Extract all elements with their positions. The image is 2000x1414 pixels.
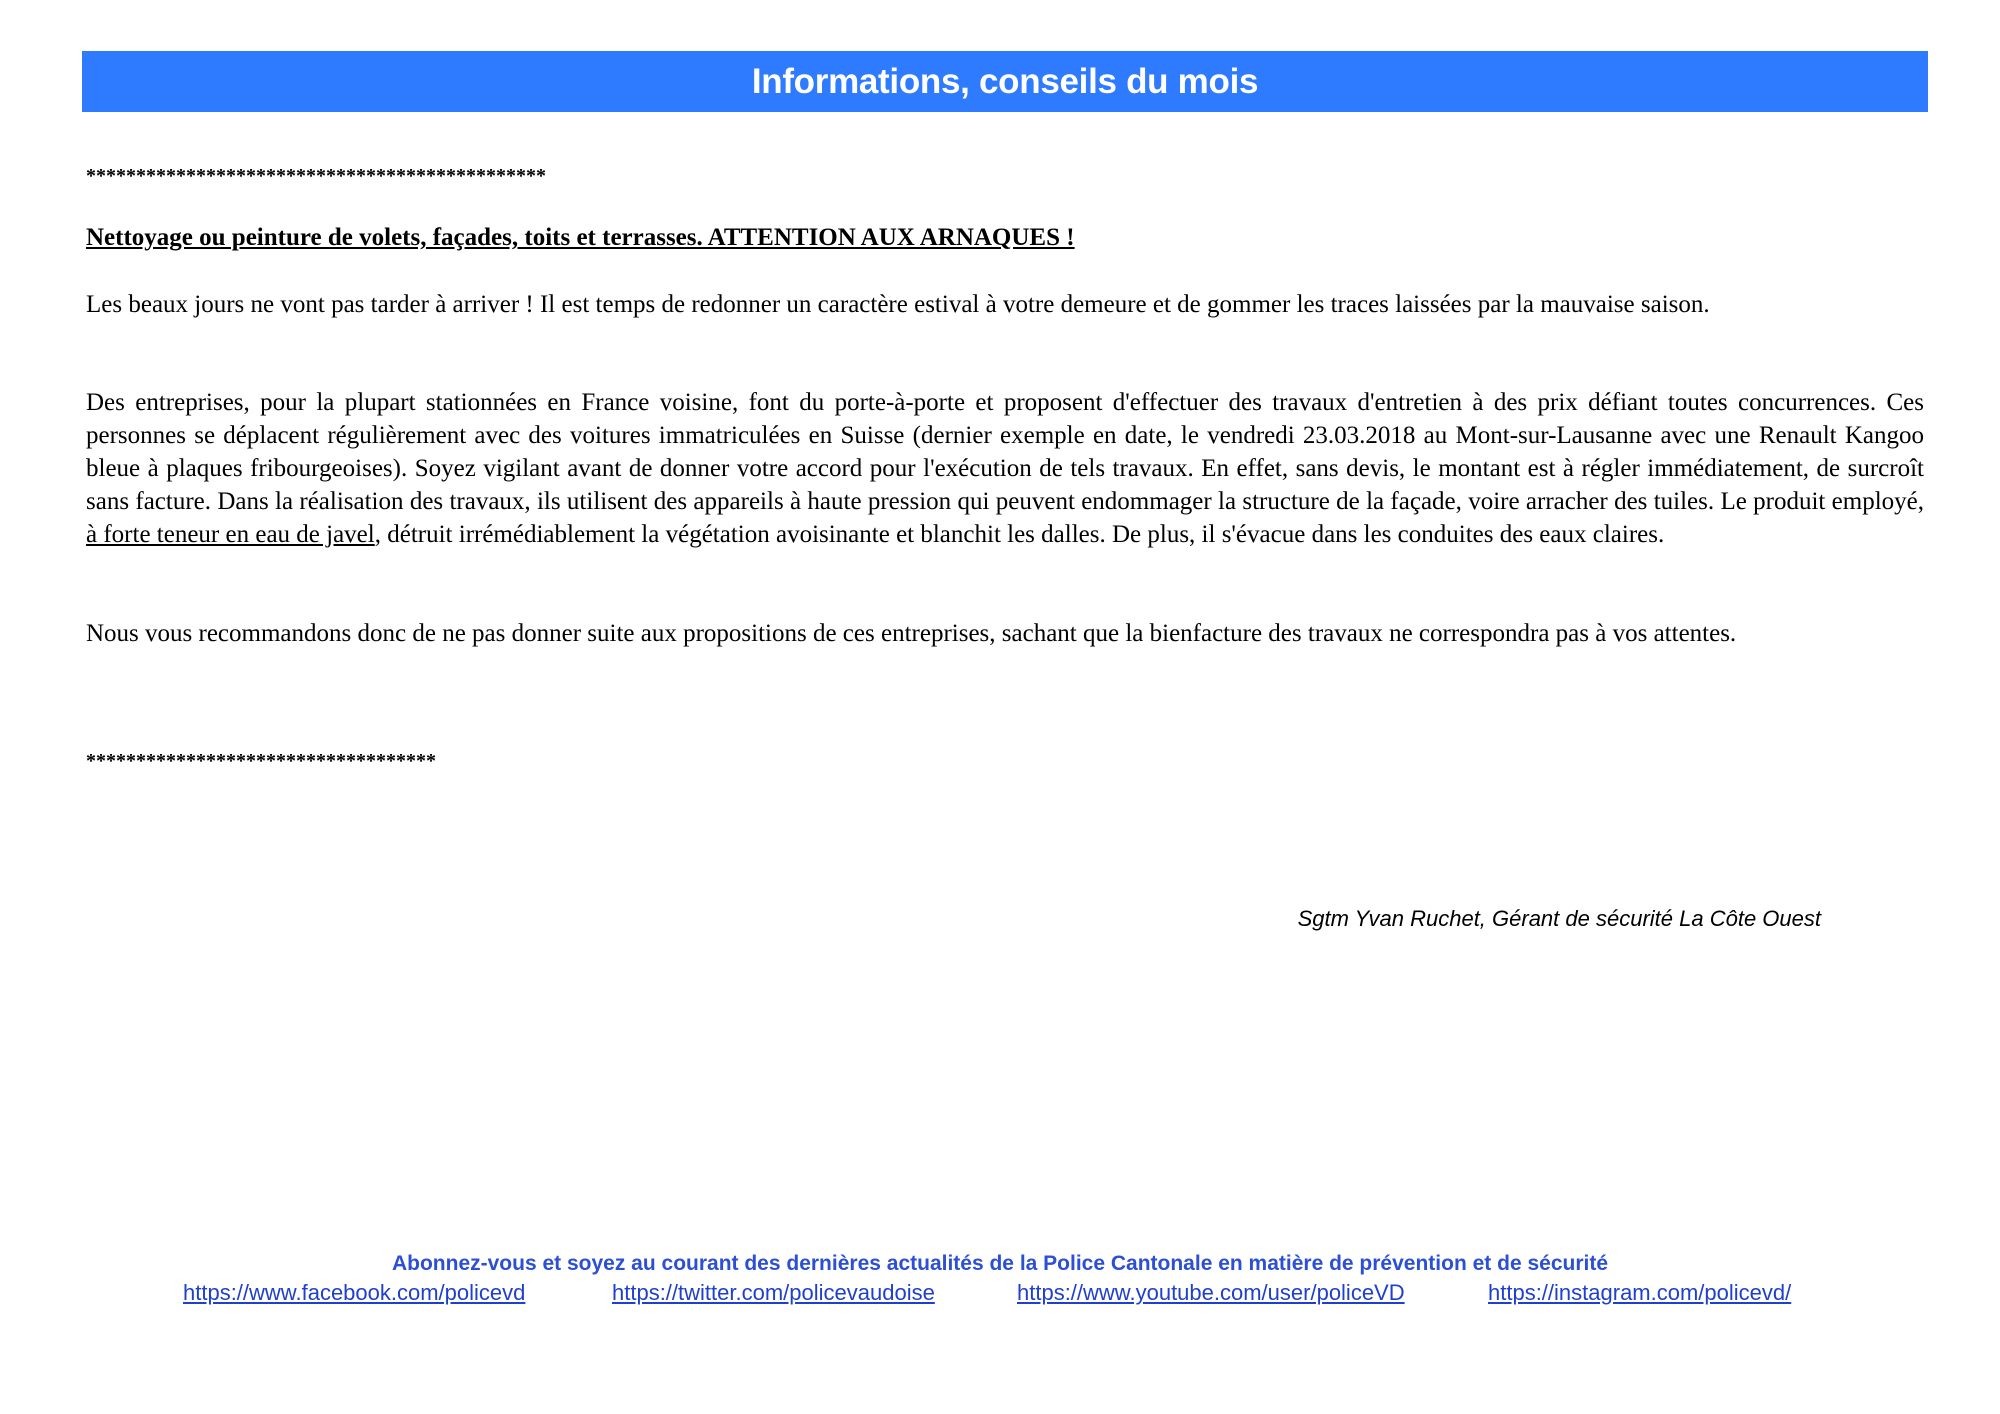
paragraph-2 — [86, 386, 1924, 551]
instagram-link[interactable]: https://instagram.com/policevd/ — [1488, 1280, 1792, 1305]
paragraph-3: Nous vous recommandons donc de ne pas donner suite aux propositions de ces entreprises, sachant que la bienfacture des travaux ne correspondra pas à vos attentes. — [86, 620, 1737, 647]
page-title: Informations, conseils du mois — [751, 61, 1259, 101]
title-banner — [82, 51, 1928, 112]
separator-top: ********************************************** — [86, 165, 546, 187]
separator-bottom: *********************************** — [86, 750, 436, 772]
footer-subscribe-text: Abonnez-vous et soyez au courant des dernières actualités de la Police Cantonale en matière de prévention et de sécurité — [391, 1252, 1609, 1275]
youtube-link[interactable]: https://www.youtube.com/user/policeVD — [1017, 1280, 1405, 1305]
paragraph-2-text: Des entreprises, pour la plupart stationnées en France voisine, font du porte-à-porte et proposent d'effectuer des travaux d'entretien à des prix défiant toutes concurrences. Ces personnes se déplacent régulièrement avec des voitures immatriculées en Suisse (dernier exemple en date, le vendredi 23.03.2018 au Mont-sur-Lausanne avec une Renault Kangoo bleue à plaques fribourgeoises). Soyez vigilant avant de donner votre accord pour l'exécution de tels travaux. En effet, sans devis, le montant est à régler immédiatement, de surcroît sans facture. Dans la réalisation des travaux, ils utilisent des appareils à haute pression qui peuvent endommager la structure de la façade, voire arracher des tuiles. Le produit employé, — [86, 389, 1924, 515]
underlined-phrase: à forte teneur en eau de javel — [86, 521, 375, 548]
paragraph-1: Les beaux jours ne vont pas tarder à arriver ! Il est temps de redonner un caractère estival à votre demeure et de gommer les traces laissées par la mauvaise saison. — [86, 291, 1710, 318]
paragraph-2-text-end: , détruit irrémédiablement la végétation avoisinante et blanchit les dalles. De plus, il s'évacue dans les conduites des eaux claires. — [374, 521, 1665, 548]
twitter-link[interactable]: https://twitter.com/policevaudoise — [612, 1280, 935, 1305]
signature: Sgtm Yvan Ruchet, Gérant de sécurité La Côte Ouest — [1297, 906, 1821, 931]
article-heading: Nettoyage ou peinture de volets, façades, toits et terrasses. ATTENTION AUX ARNAQUES ! — [86, 224, 1075, 251]
facebook-link[interactable]: https://www.facebook.com/policevd — [183, 1280, 526, 1305]
